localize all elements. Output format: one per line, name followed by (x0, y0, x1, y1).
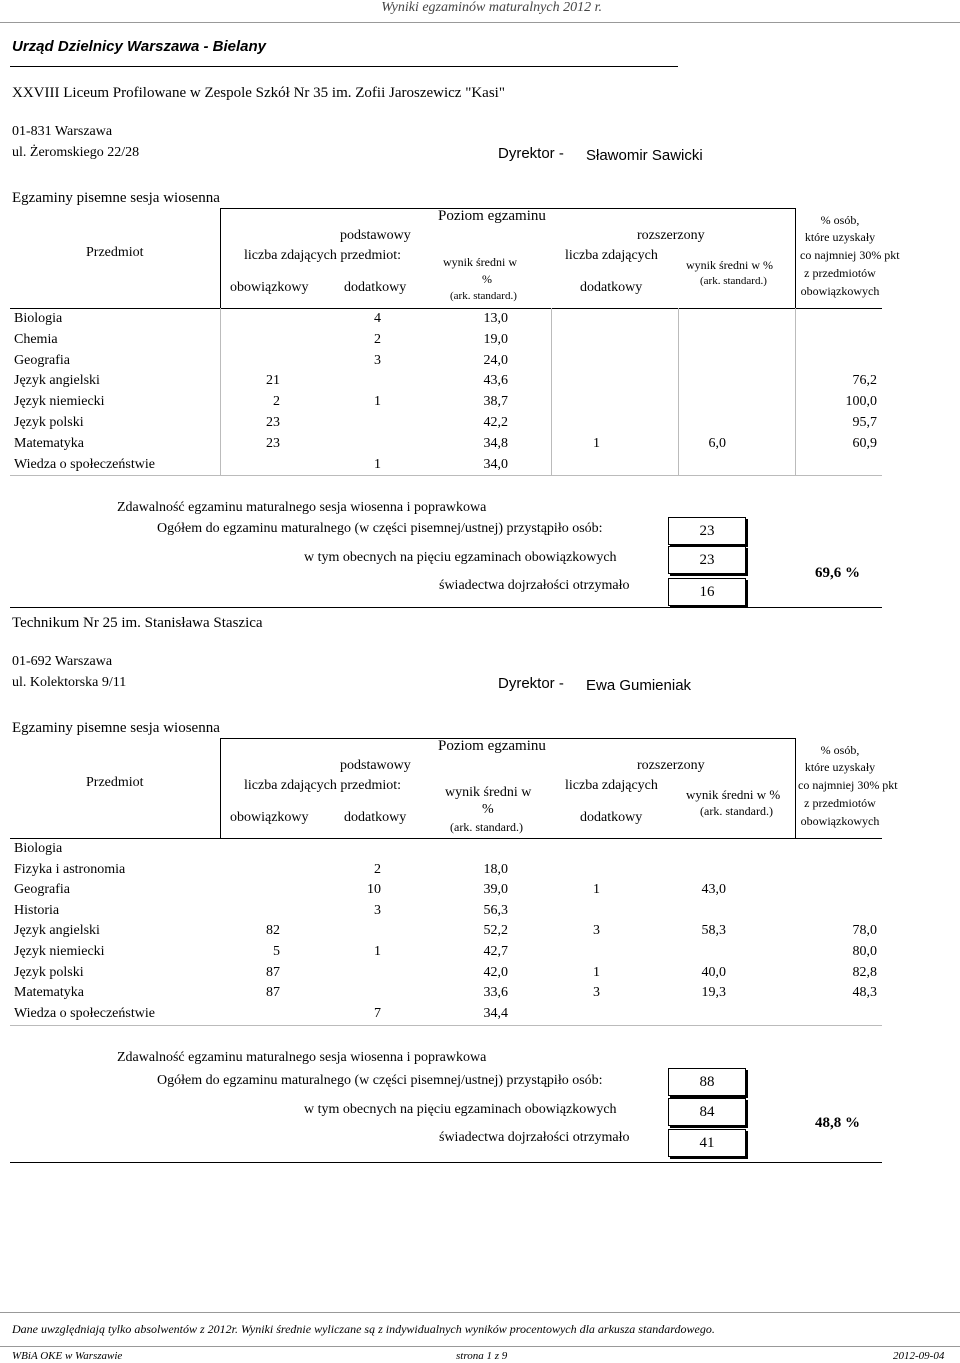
col-avg-ext: wynik średni w % (686, 258, 773, 272)
section-divider (10, 1162, 882, 1163)
cell-pct: 48,3 (852, 985, 877, 1001)
cell-additional: 10 (367, 882, 381, 898)
cell-subject: Geografia (14, 882, 70, 898)
office-divider (10, 66, 678, 67)
cell-additional-ext: 1 (593, 964, 600, 980)
col-mandatory: obowiązkowy (230, 810, 309, 825)
school-postal: 01-831 Warszawa (12, 124, 113, 139)
summary-title: Zdawalność egzaminu maturalnego sesja wiosenna i poprawkowa (117, 1050, 487, 1065)
col-pct: % osób, (820, 743, 860, 757)
summary-total-box: 88 (668, 1068, 746, 1096)
col-subject: Przedmiot (86, 245, 144, 260)
col-count-basic: liczba zdających przedmiot: (244, 248, 402, 263)
col-additional: dodatkowy (344, 810, 407, 825)
summary-present-box: 23 (668, 546, 746, 574)
cell-mandatory: 87 (266, 985, 280, 1001)
cell-subject: Język angielski (14, 923, 100, 939)
cell-avg-basic: 56,3 (483, 902, 508, 918)
cell-avg-basic: 43,6 (483, 373, 508, 389)
table-row (0, 351, 890, 372)
col-count-basic: liczba zdających przedmiot: (244, 778, 402, 793)
cell-avg-ext: 43,0 (701, 882, 726, 898)
cell-mandatory: 5 (273, 944, 280, 959)
col-level: Poziom egzaminu (438, 738, 546, 754)
cell-avg-basic: 39,0 (483, 882, 508, 898)
table-row (0, 880, 890, 901)
cell-subject: Język niemiecki (14, 944, 105, 959)
cell-pct: 60,9 (852, 435, 877, 451)
summary-total-box: 23 (668, 517, 746, 545)
summary-cert-box: 16 (668, 578, 746, 606)
table-row (0, 392, 890, 413)
cell-additional-ext: 3 (593, 923, 600, 939)
cell-additional: 1 (374, 944, 381, 959)
footer-left: WBiA OKE w Warszawie (12, 1350, 123, 1362)
cell-avg-basic: 34,8 (483, 435, 508, 451)
table-row (0, 309, 890, 330)
cell-additional: 1 (374, 456, 381, 472)
cell-subject: Język niemiecki (14, 394, 105, 410)
summary-present-label: w tym obecnych na pięciu egzaminach obowiązkowych (304, 550, 617, 565)
report-title: Wyniki egzaminów maturalnych 2012 r. (381, 0, 602, 15)
summary-total-label: Ogółem do egzaminu maturalnego (w części pisemnej/ustnej) przystąpiło osób: (157, 1073, 603, 1088)
exams-title: Egzaminy pisemne sesja wiosenna (12, 720, 220, 736)
cell-additional: 4 (374, 311, 381, 326)
table-row (0, 434, 890, 455)
section-divider (10, 607, 882, 608)
cell-avg-basic: 33,6 (483, 985, 508, 1001)
cell-subject: Wiedza o społeczeństwie (14, 1005, 155, 1021)
table-row (0, 921, 890, 942)
cell-avg-basic: 42,0 (483, 964, 508, 980)
cell-pct: 95,7 (852, 415, 877, 430)
col-avg-basic: wynik średni w (445, 785, 532, 800)
school-street: ul. Kolektorska 9/11 (12, 675, 127, 690)
cell-additional: 3 (374, 352, 381, 368)
cell-pct: 76,2 (852, 373, 877, 389)
director-name: Ewa Gumieniak (586, 677, 692, 694)
table-row (0, 371, 890, 392)
cell-pct: 78,0 (852, 923, 877, 939)
cell-avg-ext: 40,0 (701, 964, 726, 980)
table-row (0, 963, 890, 984)
col-mandatory: obowiązkowy (230, 280, 309, 295)
cell-additional: 3 (374, 902, 381, 918)
cell-subject: Biologia (14, 841, 63, 856)
summary-rate: 48,8 % (815, 1115, 860, 1131)
cell-avg-basic: 13,0 (483, 311, 508, 326)
table-row (0, 455, 890, 476)
col-additional-ext: dodatkowy (580, 280, 643, 295)
cell-subject: Matematyka (14, 985, 84, 1001)
cell-subject: Chemia (14, 331, 58, 347)
cell-additional: 7 (374, 1005, 381, 1021)
cell-avg-basic: 34,0 (483, 456, 508, 472)
cell-mandatory: 2 (273, 394, 280, 410)
table-row (0, 983, 890, 1004)
table-row (0, 413, 890, 434)
cell-mandatory: 82 (266, 923, 280, 939)
table-row (0, 1004, 890, 1025)
table-row (0, 860, 890, 881)
cell-additional: 2 (374, 861, 381, 877)
cell-additional: 1 (374, 394, 381, 410)
director-name: Sławomir Sawicki (586, 147, 703, 164)
footer-divider (0, 1346, 960, 1347)
cell-avg-basic: 34,4 (483, 1005, 508, 1021)
summary-cert-box: 41 (668, 1129, 746, 1157)
cell-subject: Geografia (14, 352, 70, 368)
cell-mandatory: 21 (266, 373, 280, 389)
cell-subject: Język polski (14, 964, 84, 980)
col-additional: dodatkowy (344, 280, 407, 295)
col-basic: podstawowy (340, 228, 411, 243)
cell-avg-basic: 18,0 (483, 861, 508, 877)
office-name: Urząd Dzielnicy Warszawa - Bielany (12, 38, 266, 55)
summary-total-label: Ogółem do egzaminu maturalnego (w części pisemnej/ustnej) przystąpiło osób: (157, 521, 603, 536)
school-name: Technikum Nr 25 im. Stanisława Staszica (12, 615, 263, 631)
summary-present-label: w tym obecnych na pięciu egzaminach obowiązkowych (304, 1102, 617, 1117)
cell-subject: Biologia (14, 311, 63, 326)
school-name: XXVIII Liceum Profilowane w Zespole Szkół Nr 35 im. Zofii Jaroszewicz "Kasi" (12, 85, 505, 101)
cell-avg-basic: 38,7 (483, 394, 508, 410)
cell-subject: Wiedza o społeczeństwie (14, 456, 155, 472)
cell-pct: 82,8 (852, 964, 877, 980)
cell-avg-ext: 19,3 (701, 985, 726, 1001)
summary-present-box: 84 (668, 1098, 746, 1126)
col-pct: % osób, (820, 213, 860, 227)
school-street: ul. Żeromskiego 22/28 (12, 145, 140, 160)
page-number: strona 1 z 9 (456, 1350, 508, 1362)
col-count-ext: liczba zdających (565, 248, 658, 263)
col-subject: Przedmiot (86, 775, 144, 790)
director-label: Dyrektor - (498, 145, 564, 162)
cell-additional-ext: 3 (593, 985, 600, 1001)
cell-pct: 100,0 (845, 394, 877, 410)
summary-rate: 69,6 % (815, 565, 860, 581)
cell-subject: Język polski (14, 415, 84, 430)
cell-avg-ext: 6,0 (708, 435, 726, 451)
table-row (0, 330, 890, 351)
cell-avg-basic: 52,2 (483, 923, 508, 939)
col-avg-ext: wynik średni w % (686, 787, 781, 802)
cell-subject: Historia (14, 902, 60, 918)
col-count-ext: liczba zdających (565, 778, 658, 793)
col-additional-ext: dodatkowy (580, 810, 643, 825)
footer-note: Dane uwzględniają tylko absolwentów z 2012r. Wyniki średnie wyliczane są z indywidualnych wyników procentowych dla arkusza standardowego. (12, 1322, 715, 1336)
col-avg-basic: wynik średni w (443, 255, 517, 269)
footer-date: 2012-09-04 (893, 1350, 945, 1362)
table-row (0, 839, 890, 860)
cell-subject: Fizyka i astronomia (14, 861, 126, 877)
cell-avg-basic: 19,0 (483, 331, 508, 347)
summary-cert-label: świadectwa dojrzałości otrzymało (439, 578, 630, 593)
header-divider (0, 22, 960, 23)
cell-subject: Matematyka (14, 435, 84, 451)
cell-avg-ext: 58,3 (701, 923, 726, 939)
col-basic: podstawowy (340, 758, 411, 773)
cell-avg-basic: 42,2 (483, 415, 508, 430)
director-label: Dyrektor - (498, 675, 564, 692)
summary-title: Zdawalność egzaminu maturalnego sesja wiosenna i poprawkowa (117, 500, 487, 515)
col-extended: rozszerzony (637, 758, 705, 773)
footer-divider (0, 1312, 960, 1313)
cell-avg-basic: 24,0 (483, 352, 508, 368)
table-row (0, 942, 890, 963)
school-postal: 01-692 Warszawa (12, 654, 113, 669)
cell-mandatory: 87 (266, 964, 280, 980)
cell-avg-basic: 42,7 (483, 944, 508, 959)
col-extended: rozszerzony (637, 228, 705, 243)
cell-subject: Język angielski (14, 373, 100, 389)
table-row (0, 901, 890, 922)
cell-additional: 2 (374, 331, 381, 347)
cell-additional-ext: 1 (593, 435, 600, 451)
summary-cert-label: świadectwa dojrzałości otrzymało (439, 1130, 630, 1145)
exams-title: Egzaminy pisemne sesja wiosenna (12, 190, 220, 206)
cell-mandatory: 23 (266, 435, 280, 451)
cell-pct: 80,0 (852, 944, 877, 959)
col-level: Poziom egzaminu (438, 208, 546, 224)
cell-additional-ext: 1 (593, 882, 600, 898)
cell-mandatory: 23 (266, 415, 280, 430)
